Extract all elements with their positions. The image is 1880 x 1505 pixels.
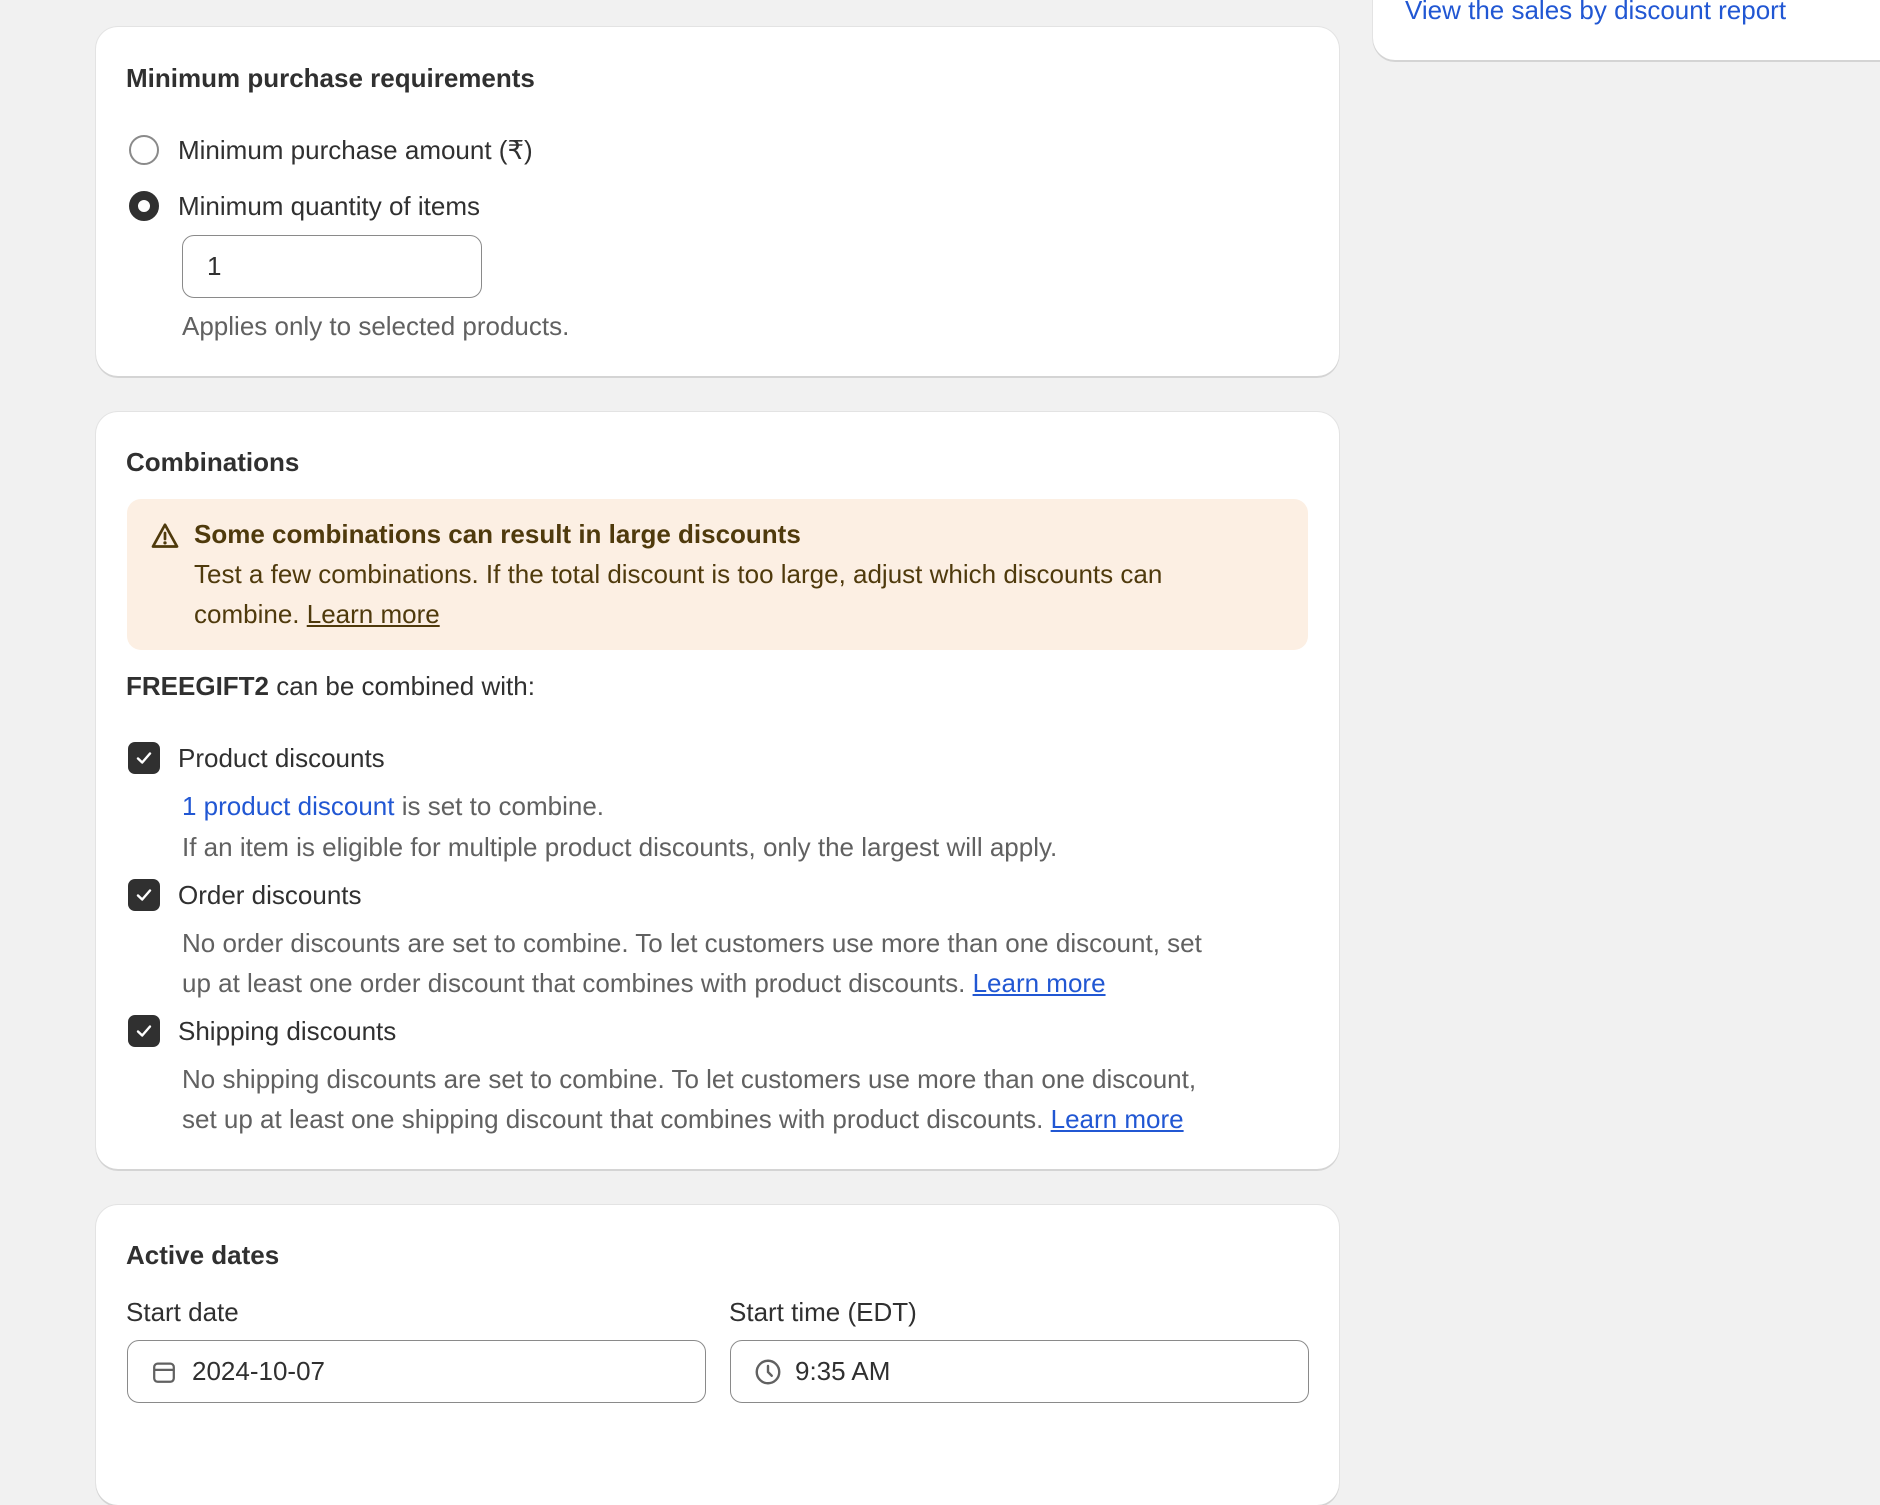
banner-text: Test a few combinations. If the total discount is too large, adjust which discounts can [194,559,1163,589]
warning-icon [150,521,180,551]
info-text: No shipping discounts are set to combine. To let customers use more than one discount, [182,1064,1197,1094]
product-discount-link[interactable]: 1 product discount [182,791,395,821]
radio-min-quantity[interactable] [129,191,159,221]
info-text: No order discounts are set to combine. To let customers use more than one discount, set [182,928,1202,958]
discount-code: FREEGIFT2 [126,671,270,701]
checkbox-label: Shipping discounts [178,1016,397,1046]
checkbox-shipping-discounts[interactable] [128,1015,160,1047]
combinations-card [96,412,1339,1169]
checkmark-icon [134,1021,154,1041]
start-time-value: 9:35 AM [795,1356,891,1386]
section-title: Active dates [126,1240,280,1270]
start-date-input[interactable] [127,1340,706,1403]
summary-card [1373,0,1880,60]
radio-label: Minimum quantity of items [178,191,480,221]
info-text-line2 [182,1104,1184,1134]
checkmark-icon [134,885,154,905]
minimum-purchase-card [96,27,1339,376]
quantity-input[interactable] [182,235,482,298]
info-text: set up at least one shipping discount that combines with product discounts. [182,1104,1044,1134]
start-time-label: Start time (EDT) [729,1297,917,1327]
info-text: up at least one order discount that combines with product discounts. [182,968,966,998]
radio-min-amount[interactable] [129,135,159,165]
checkbox-order-discounts[interactable] [128,879,160,911]
checkbox-label: Order discounts [178,880,362,910]
checkbox-product-discounts[interactable] [128,742,160,774]
active-dates-card [96,1205,1339,1505]
start-date-value: 2024-10-07 [192,1356,325,1386]
info-text: If an item is eligible for multiple product discounts, only the largest will apply. [182,832,1058,862]
banner-learn-more-link[interactable]: Learn more [306,599,440,629]
combine-intro [126,671,535,701]
banner-title: Some combinations can result in large discounts [194,519,801,549]
start-date-label: Start date [126,1297,239,1327]
sales-by-discount-report-link[interactable]: View the sales by discount report [1405,0,1787,25]
helper-text: Applies only to selected products. [182,311,570,341]
checkmark-icon [134,748,154,768]
info-text-line2 [182,968,1106,998]
checkbox-label: Product discounts [178,743,385,773]
shipping-learn-more-link[interactable]: Learn more [1050,1104,1184,1134]
clock-icon [753,1357,783,1387]
warning-banner [127,499,1308,650]
calendar-icon [150,1358,178,1386]
order-learn-more-link[interactable]: Learn more [972,968,1106,998]
banner-text: combine. [194,599,300,629]
start-time-input[interactable] [730,1340,1309,1403]
combine-intro-text: can be combined with: [276,671,535,701]
product-discount-info [182,791,604,821]
info-text: is set to combine. [394,791,605,821]
banner-text-line2 [194,599,440,629]
section-title: Minimum purchase requirements [126,63,535,93]
section-title: Combinations [126,447,300,477]
radio-label: Minimum purchase amount (₹) [178,135,533,165]
quantity-value: 1 [207,251,222,281]
